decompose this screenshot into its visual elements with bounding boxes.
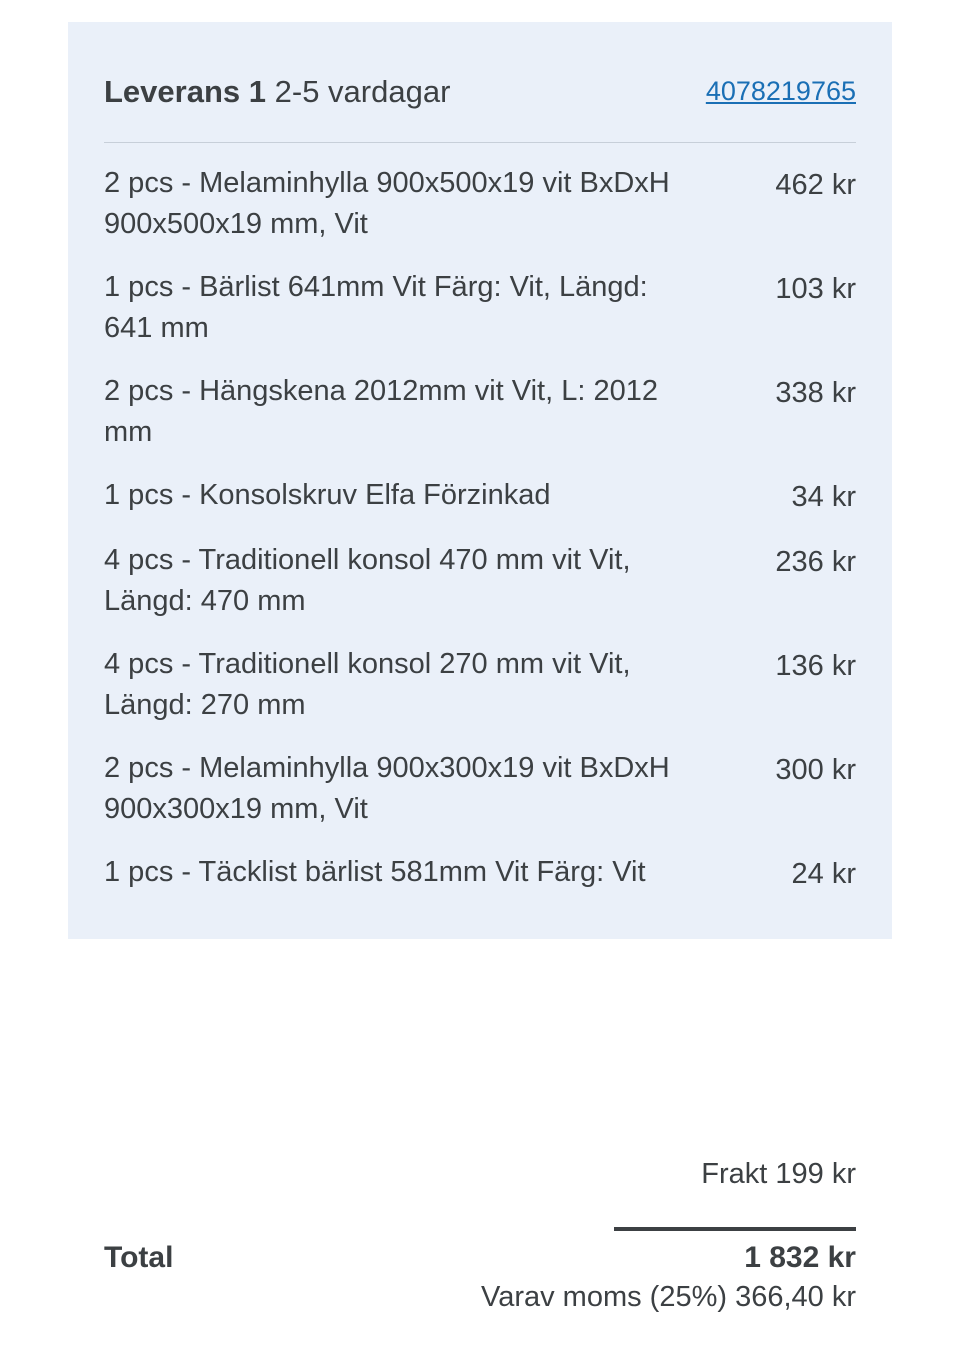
item-price: 462 kr [775,169,856,201]
item-price: 338 kr [775,377,856,409]
total-divider [614,1227,856,1231]
item-description: 4 pcs - Traditionell konsol 470 mm vit Vit, Längd: 470 mm [104,544,631,617]
shipping-row: Frakt 199 kr [701,1158,856,1190]
total-amount: 1 832 kr [744,1241,856,1274]
delivery-header [68,22,892,112]
list-item [104,371,856,453]
item-price: 34 kr [791,481,856,513]
total-label: Total [104,1241,174,1274]
item-price: 236 kr [775,546,856,578]
item-price: 24 kr [791,858,856,890]
header-divider [104,142,856,143]
item-description: 1 pcs - Bärlist 641mm Vit Färg: Vit, Längd: 641 mm [104,271,648,344]
delivery-title-label: Leverans 1 [104,74,266,109]
vat-row: Varav moms (25%) 366,40 kr [481,1281,856,1313]
item-description: 2 pcs - Melaminhylla 900x300x19 vit BxDxH 900x300x19 mm, Vit [104,752,670,825]
list-item [104,644,856,726]
item-price: 103 kr [775,273,856,305]
total-row [104,1241,856,1275]
list-item [104,475,856,518]
item-description: 2 pcs - Hängskena 2012mm vit Vit, L: 2012 mm [104,375,658,448]
list-item [104,163,856,245]
list-item [104,852,856,895]
delivery-title-eta: 2-5 vardagar [274,74,451,109]
order-totals [68,1136,892,1318]
item-description: 1 pcs - Täcklist bärlist 581mm Vit Färg: Vit [104,856,646,888]
delivery-panel [68,22,892,939]
delivery-items-list [68,163,892,895]
item-description: 4 pcs - Traditionell konsol 270 mm vit Vit, Längd: 270 mm [104,648,631,721]
order-number-link[interactable]: 4078219765 [705,76,856,106]
item-description: 2 pcs - Melaminhylla 900x500x19 vit BxDxH 900x500x19 mm, Vit [104,167,670,240]
item-description: 1 pcs - Konsolskruv Elfa Förzinkad [104,479,551,511]
list-item [104,540,856,622]
list-item [104,267,856,349]
delivery-title [104,72,450,112]
list-item [104,748,856,830]
item-price: 300 kr [775,754,856,786]
item-price: 136 kr [775,650,856,682]
